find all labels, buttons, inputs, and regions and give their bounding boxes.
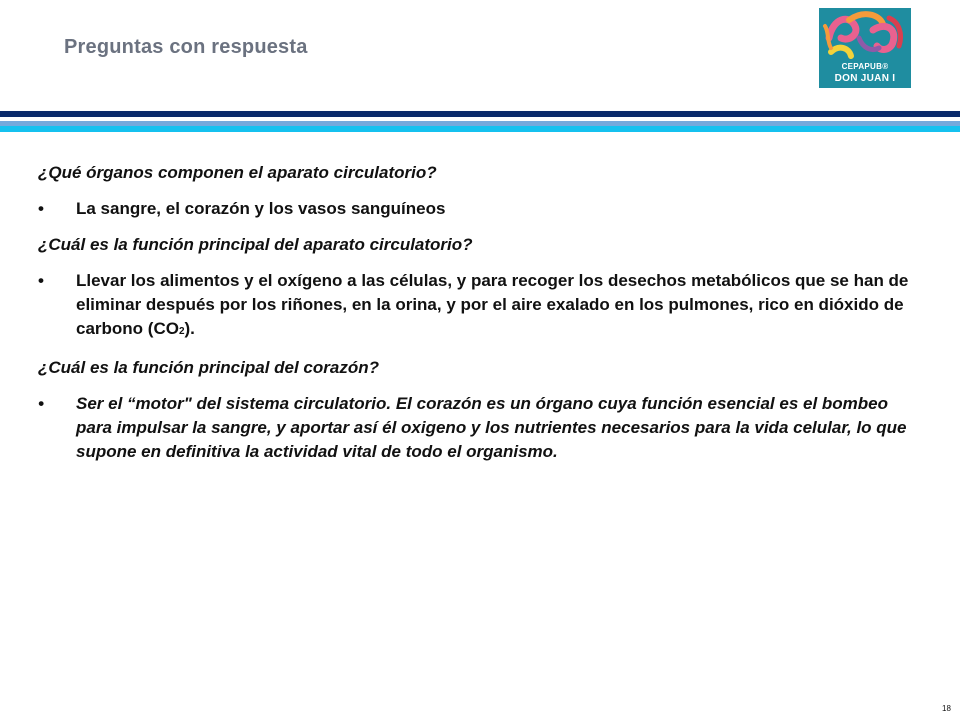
answer-3 <box>38 392 918 464</box>
cepapub-logo <box>819 8 911 88</box>
question-2: ¿Cuál es la función principal del aparato circulatorio? <box>38 235 473 254</box>
answer-2-text: Llevar los alimentos y el oxígeno a las células, y para recoger los desechos metabólicos que se han de eliminar después por los riñones, en la orina, y por el aire exalado en los pulmones, rico en dióxido de carbono (CO <box>76 271 909 338</box>
logo-text-brand: CEPAPUB® <box>841 62 889 71</box>
slide-title: Preguntas con respuesta <box>64 36 308 58</box>
answer-2-subscript: 2 <box>178 326 185 337</box>
bullet-icon: • <box>38 199 44 218</box>
answer-3-text: Ser el “motor" del sistema circulatorio. El corazón es un órgano cuya función esencial es el bombeo para impulsar la sangre, y aportar así él oxigeno y los nutrientes necesarios para la vida celular, lo que supone en definitiva la actividad vital de todo el organismo. <box>76 394 907 461</box>
answer-2-end: ). <box>184 319 195 338</box>
logo-text-name: DON JUAN I <box>834 73 896 84</box>
bullet-icon: • <box>38 394 44 413</box>
bullet-icon: • <box>38 271 44 290</box>
answer-2 <box>38 269 918 344</box>
question-3: ¿Cuál es la función principal del corazón? <box>38 358 379 377</box>
page-number: 18 <box>942 704 951 713</box>
header-band-cyan <box>0 126 960 132</box>
question-1: ¿Qué órganos componen el aparato circulatorio? <box>38 163 437 182</box>
qa-content <box>38 161 918 476</box>
answer-1 <box>38 197 918 221</box>
answer-1-text: La sangre, el corazón y los vasos sanguíneos <box>76 199 446 218</box>
